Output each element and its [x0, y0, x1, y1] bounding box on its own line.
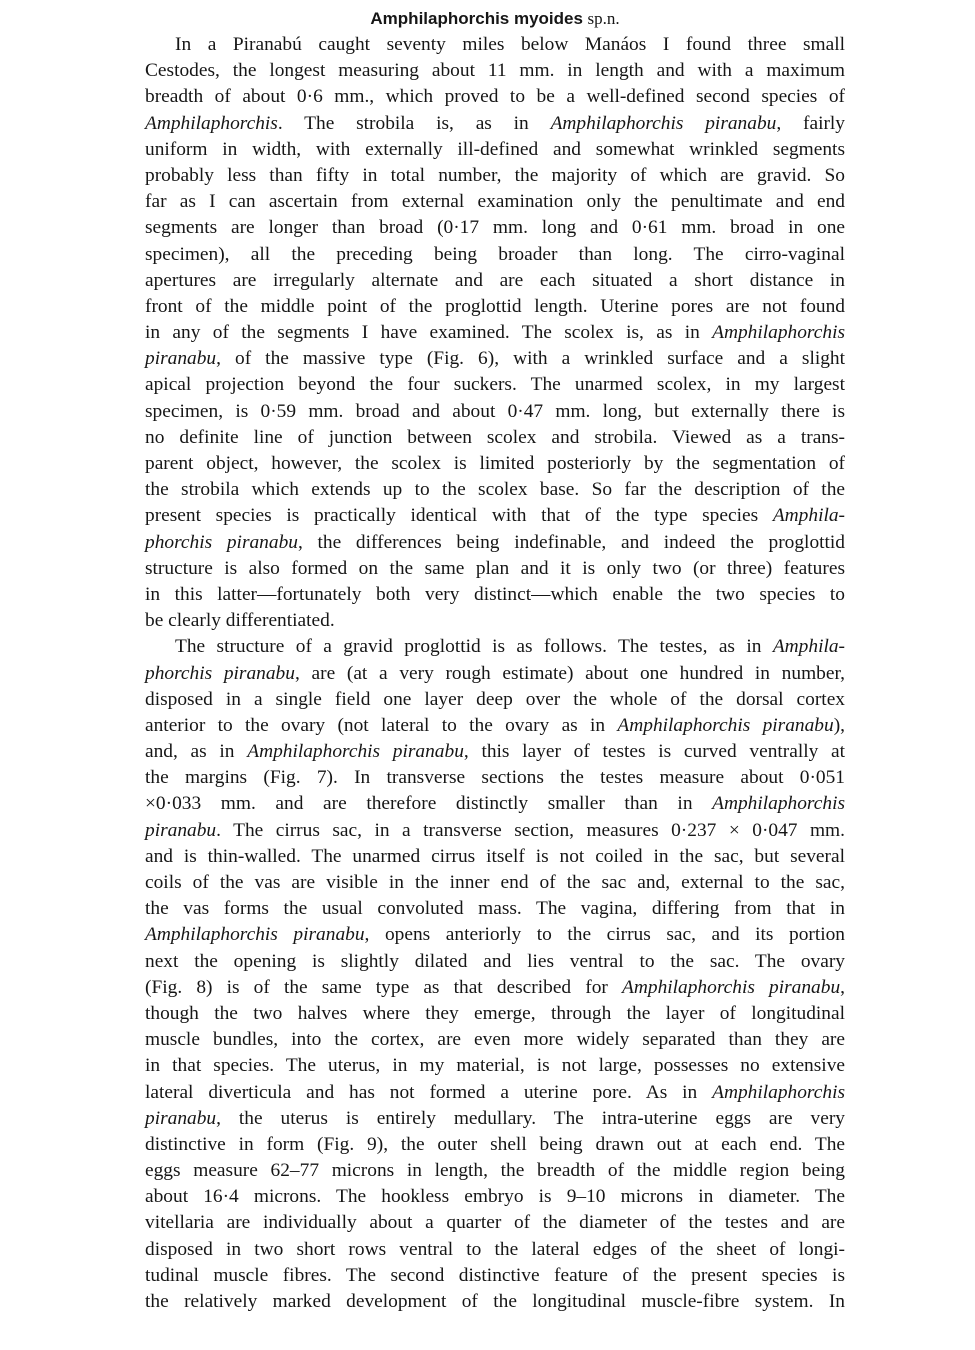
text-run: ),	[833, 714, 846, 736]
text-run: In a Piranabú caught seventy miles below Manáos I found three small	[175, 34, 845, 55]
text-run: . The cirrus sac, in a transverse section, measures 0·237 × 0·047 mm.	[216, 819, 845, 841]
text-line	[145, 844, 845, 870]
text-run: the relatively marked development of the longitudinal muscle-fibre system. In	[145, 1291, 845, 1312]
text-line	[145, 949, 845, 975]
text-run: , the differences being indefinable, and indeed the proglottid	[297, 531, 845, 553]
text-run: present species is practically identical with that of the type species	[145, 505, 773, 527]
text-run: , the uterus is entirely medullary. The intra-uterine eggs are very	[216, 1107, 845, 1129]
text-run: and is thin-walled. The unarmed cirrus itself is not coiled in the sac, but several	[145, 845, 845, 867]
text-line	[145, 189, 845, 215]
text-run: structure is also formed on the same plan and it is only two (or three) features	[145, 557, 845, 579]
text-run: disposed in a single field one layer deep over the whole of the dorsal cortex	[145, 688, 845, 710]
text-run: about 16·4 microns. The hookless embryo is 9–10 microns in diameter. The	[145, 1186, 845, 1208]
text-run: ,	[840, 976, 845, 998]
text-run: in that species. The uterus, in my material, is not large, possesses no extensive	[145, 1055, 845, 1077]
text-run: . The strobila is, as in	[277, 112, 551, 134]
text-line	[145, 1132, 845, 1158]
species-suffix: sp.n.	[587, 9, 620, 28]
text-run: distinctive in form (Fig. 9), the outer shell being drawn out at each end. The	[145, 1133, 845, 1155]
text-line	[145, 1158, 845, 1184]
text-line	[145, 503, 845, 529]
text-run: far as I can ascertain from external examination only the penultimate and end	[145, 191, 845, 213]
text-run: tudinal muscle fibres. The second distinctive feature of the present species is	[145, 1264, 845, 1286]
text-line	[145, 1237, 845, 1263]
italic-taxon: Amphilaphorchis	[712, 322, 845, 344]
text-line	[145, 1210, 845, 1236]
italic-taxon: Amphilaphorchis piranabu	[247, 741, 464, 763]
text-run: lateral diverticula and has not formed a uterine pore. As in	[145, 1081, 713, 1103]
text-run: apical projection beyond the four suckers. The unarmed scolex, in my largest	[145, 374, 845, 396]
text-run: be clearly differentiated.	[145, 610, 335, 632]
italic-taxon: Amphila-	[772, 636, 845, 658]
text-line	[145, 399, 845, 425]
italic-taxon: Amphila-	[772, 505, 845, 527]
text-run: probably less than fifty in total number, the majority of which are gravid. So	[145, 164, 845, 186]
text-line	[145, 634, 845, 660]
text-run: ×0·033 mm. and are therefore distinctly smaller than in	[145, 793, 713, 815]
text-run: the vas forms the usual convoluted mass. The vagina, differing from that in	[145, 898, 845, 920]
text-run: The structure of a gravid proglottid is as follows. The testes, as in	[175, 636, 773, 658]
text-run: in this latter—fortunately both very distinct—which enable the two species to	[145, 583, 845, 605]
text-line	[145, 346, 845, 372]
text-line	[145, 84, 845, 110]
text-line	[145, 870, 845, 896]
italic-taxon: phorchis piranabu	[145, 531, 298, 553]
text-line	[145, 137, 845, 163]
text-run: the margins (Fig. 7). In transverse sections the testes measure about 0·051	[145, 767, 845, 789]
text-line	[145, 1184, 845, 1210]
text-run: , fairly	[776, 112, 845, 134]
italic-taxon: piranabu	[145, 348, 217, 370]
text-line	[145, 608, 845, 634]
text-run: segments are longer than broad (0·17 mm. long and 0·61 mm. broad in one	[145, 217, 845, 239]
text-line	[145, 1001, 845, 1027]
text-line	[145, 713, 845, 739]
text-run: next the opening is slightly dilated and lies ventral to the sac. The ovary	[145, 950, 845, 972]
text-line	[145, 818, 845, 844]
text-line	[145, 242, 845, 268]
text-line	[145, 320, 845, 346]
text-line	[145, 451, 845, 477]
text-run: (Fig. 8) is of the same type as that described for	[145, 976, 623, 998]
text-run: no definite line of junction between scolex and strobila. Viewed as a trans-	[145, 426, 845, 448]
text-line	[145, 1027, 845, 1053]
text-line	[145, 372, 845, 398]
text-line	[145, 58, 845, 84]
italic-taxon: Amphilaphorchis	[712, 1081, 845, 1103]
italic-taxon: piranabu	[145, 819, 217, 841]
text-run: and, as in	[145, 741, 248, 763]
text-run: anterior to the ovary (not lateral to the ovary as in	[145, 714, 618, 736]
italic-taxon: Amphilaphorchis piranabu	[622, 976, 841, 998]
text-line	[145, 111, 845, 137]
text-line	[145, 1289, 845, 1315]
body-text	[145, 32, 845, 1315]
italic-taxon: Amphilaphorchis piranabu	[617, 714, 834, 736]
text-line	[145, 530, 845, 556]
text-run: in any of the segments I have examined. The scolex is, as in	[145, 322, 713, 344]
text-line	[145, 163, 845, 189]
text-run: muscle bundles, into the cortex, are even more widely separated than they are	[145, 1029, 845, 1051]
italic-taxon: Amphilaphorchis	[712, 793, 845, 815]
italic-taxon: phorchis piranabu	[145, 662, 295, 684]
text-run: though the two halves where they emerge, through the layer of longitudinal	[145, 1002, 845, 1024]
text-run: disposed in two short rows ventral to the lateral edges of the sheet of longi-	[145, 1238, 845, 1260]
text-run: , are (at a very rough estimate) about one hundred in number,	[294, 662, 845, 684]
text-line	[145, 975, 845, 1001]
text-line	[145, 922, 845, 948]
text-line	[145, 425, 845, 451]
text-line	[145, 896, 845, 922]
text-run: specimen), all the preceding being broader than long. The cirro-vaginal	[145, 243, 845, 265]
text-line	[145, 661, 845, 687]
text-line	[145, 765, 845, 791]
text-line	[145, 791, 845, 817]
text-line	[145, 556, 845, 582]
text-run: front of the middle point of the proglottid length. Uterine pores are not found	[145, 295, 845, 317]
text-run: eggs measure 62–77 microns in length, the breadth of the middle region being	[145, 1160, 845, 1182]
text-run: parent object, however, the scolex is limited posteriorly by the segmentation of	[145, 453, 845, 474]
text-line	[145, 1106, 845, 1132]
text-line	[145, 268, 845, 294]
text-line	[145, 687, 845, 713]
italic-taxon: Amphilaphorchis piranabu	[145, 924, 365, 946]
section-heading	[145, 6, 845, 32]
text-line	[145, 582, 845, 608]
text-line	[145, 294, 845, 320]
paragraph	[145, 634, 845, 1315]
text-run: the strobila which extends up to the scolex base. So far the description of the	[145, 479, 845, 501]
paragraph	[145, 32, 845, 634]
text-run: Cestodes, the longest measuring about 11 mm. in length and with a maximum	[145, 60, 845, 82]
italic-taxon: Amphilaphorchis piranabu	[550, 112, 777, 134]
text-line	[145, 1263, 845, 1289]
text-run: specimen, is 0·59 mm. broad and about 0·47 mm. long, but externally there is	[145, 400, 845, 422]
text-line	[145, 32, 845, 58]
species-name: Amphilaphorchis myoides	[370, 9, 583, 28]
italic-taxon: Amphilaphorchis	[145, 112, 278, 134]
text-run: coils of the vas are visible in the inner end of the sac and, external to the sac,	[145, 872, 845, 893]
text-line	[145, 1053, 845, 1079]
text-run: uniform in width, with externally ill-defined and somewhat wrinkled segments	[145, 138, 845, 160]
document-page	[145, 6, 845, 1315]
text-run: breadth of about 0·6 mm., which proved to be a well-defined second species of	[145, 86, 845, 108]
italic-taxon: piranabu	[145, 1107, 217, 1129]
text-run: , of the massive type (Fig. 6), with a wrinkled surface and a slight	[216, 348, 845, 370]
text-line	[145, 1080, 845, 1106]
text-run: , this layer of testes is curved ventrally at	[463, 741, 846, 763]
text-run: , opens anteriorly to the cirrus sac, and its portion	[364, 924, 846, 946]
text-run: apertures are irregularly alternate and are each situated a short distance in	[145, 269, 845, 291]
text-run: vitellaria are individually about a quarter of the diameter of the testes and are	[145, 1212, 845, 1234]
text-line	[145, 215, 845, 241]
text-line	[145, 477, 845, 503]
text-line	[145, 739, 845, 765]
